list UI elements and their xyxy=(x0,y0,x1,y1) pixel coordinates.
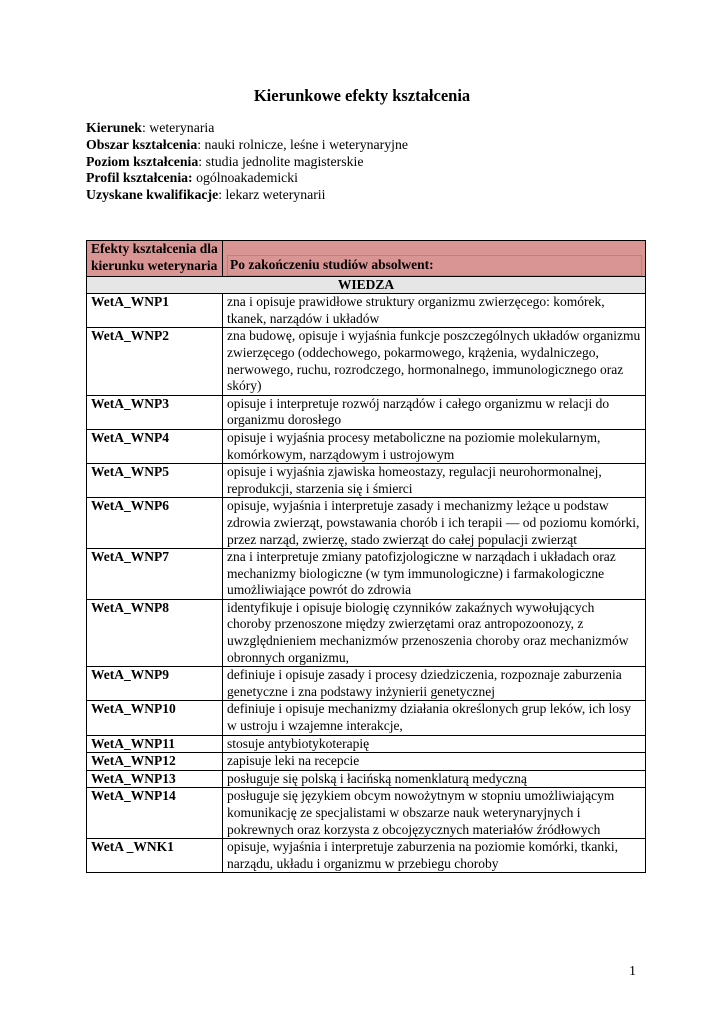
meta-value: studia jednolite magisterskie xyxy=(202,153,364,169)
outcome-code: WetA_WNP10 xyxy=(87,701,223,735)
table-row xyxy=(87,549,646,600)
table-row xyxy=(87,701,646,735)
outcome-code: WetA_WNP13 xyxy=(87,770,223,788)
table-row xyxy=(87,429,646,463)
outcome-description: opisuje i interpretuje rozwój narządów i całego organizmu w relacji do organizmu dorosłego xyxy=(223,395,646,429)
outcome-code: WetA_WNP12 xyxy=(87,753,223,771)
outcome-description: posługuje się polską i łacińską nomenklaturą medyczną xyxy=(223,770,646,788)
table-row xyxy=(87,753,646,771)
outcome-description: opisuje, wyjaśnia i interpretuje zaburzenia na poziomie komórki, tkanki, narządu, układu i organizmu w przebiegu choroby xyxy=(223,839,646,873)
outcome-description: zapisuje leki na recepcie xyxy=(223,753,646,771)
header-graduate-label: Po zakończeniu studiów absolwent: xyxy=(227,255,642,276)
outcome-description: zna budowę, opisuje i wyjaśnia funkcje poszczególnych układów organizmu zwierzęcego (oddechowego, pokarmowego, krążenia, wydalniczego, nerwowego, ruchu, rozrodczego, hormonalnego, immunologicznego oraz skóry) xyxy=(223,328,646,395)
meta-value: nauki rolnicze, leśne i weterynaryjne xyxy=(201,136,408,152)
table-row xyxy=(87,395,646,429)
outcome-description: posługuje się językiem obcym nowożytnym w stopniu umożliwiającym komunikację ze specjalistami w obszarze nauk weterynaryjnych i pokrewnych oraz korzysta z obcojęzycznych materiałów źródłowych xyxy=(223,788,646,839)
table-row xyxy=(87,788,646,839)
meta-sep: : xyxy=(198,153,203,169)
outcome-description: stosuje antybiotykoterapię xyxy=(223,735,646,753)
outcome-code: WetA_WNP9 xyxy=(87,667,223,701)
outcome-code: WetA_WNP1 xyxy=(87,294,223,328)
meta-sep: : xyxy=(197,136,202,152)
meta-poziom xyxy=(86,154,408,171)
meta-value: lekarz weterynarii xyxy=(222,187,326,203)
meta-label: Obszar kształcenia xyxy=(86,136,198,152)
outcome-description: definiuje i opisuje mechanizmy działania określonych grup leków, ich losy w ustroju i wzajemne interakcje, xyxy=(223,701,646,735)
table-row xyxy=(87,498,646,549)
section-wiedza: WIEDZA xyxy=(87,276,646,294)
header-graduate-cell xyxy=(223,241,646,277)
outcome-description: opisuje, wyjaśnia i interpretuje zasady i mechanizmy leżące u podstaw zdrowia zwierząt, powstawania chorób i ich terapii — od poziomu komórki, przez narząd, zwierzę, stado zwierząt do całej populacji zwierząt xyxy=(223,498,646,549)
meta-label: Kierunek xyxy=(86,120,142,135)
table-row xyxy=(87,839,646,873)
table-row xyxy=(87,735,646,753)
learning-outcomes-table xyxy=(86,240,646,873)
section-row xyxy=(87,276,646,294)
meta-sep: : xyxy=(218,187,223,203)
meta-value: weterynaria xyxy=(145,120,215,135)
meta-kwalifikacje xyxy=(86,187,408,204)
outcome-description: opisuje i wyjaśnia procesy metaboliczne na poziomie molekularnym, komórkowym, narządowym i ustrojowym xyxy=(223,429,646,463)
outcome-description: identyfikuje i opisuje biologię czynników zakaźnych wywołujących choroby przenoszone między zwierzętami oraz antropozoonozy, z uwzględnieniem mechanizmów przenoszenia choroby oraz mechanizmów obronnych organizmu, xyxy=(223,599,646,666)
outcome-description: zna i interpretuje zmiany patofizjologiczne w narządach i układach oraz mechanizmy biologiczne (w tym immunologiczne) i farmakologiczne umożliwiające powrót do zdrowia xyxy=(223,549,646,600)
meta-sep: : xyxy=(141,120,146,135)
outcome-code: WetA_WNP8 xyxy=(87,599,223,666)
table-row xyxy=(87,328,646,395)
meta-obszar xyxy=(86,137,408,154)
meta-label: Poziom kształcenia xyxy=(86,153,199,169)
table-row xyxy=(87,294,646,328)
page-number: 1 xyxy=(629,964,636,979)
outcome-code: WetA_WNP2 xyxy=(87,328,223,395)
outcome-code: WetA _WNK1 xyxy=(87,839,223,873)
document-title: Kierunkowe efekty kształcenia xyxy=(253,86,471,105)
table-header-row xyxy=(87,241,646,277)
program-info xyxy=(86,120,408,204)
outcome-code: WetA_WNP11 xyxy=(87,735,223,753)
outcome-code: WetA_WNP5 xyxy=(87,464,223,498)
outcome-code: WetA_WNP4 xyxy=(87,429,223,463)
table-row xyxy=(87,667,646,701)
table-row xyxy=(87,770,646,788)
table-row xyxy=(87,599,646,666)
header-outcomes-cell: Efekty kształcenia dla kierunku weterynaria xyxy=(87,241,223,277)
meta-value: ogólnoakademicki xyxy=(192,170,299,186)
meta-kierunek xyxy=(86,120,408,137)
outcome-description: definiuje i opisuje zasady i procesy dziedziczenia, rozpoznaje zaburzenia genetyczne i zna podstawy inżynierii genetycznej xyxy=(223,667,646,701)
outcome-code: WetA_WNP6 xyxy=(87,498,223,549)
outcome-code: WetA_WNP3 xyxy=(87,395,223,429)
meta-label: Uzyskane kwalifikacje xyxy=(86,187,219,203)
outcome-code: WetA_WNP14 xyxy=(87,788,223,839)
outcome-code: WetA_WNP7 xyxy=(87,549,223,600)
meta-profil xyxy=(86,170,408,187)
outcome-description: zna i opisuje prawidłowe struktury organizmu zwierzęcego: komórek, tkanek, narządów i układów xyxy=(223,294,646,328)
meta-label: Profil kształcenia: xyxy=(86,170,193,186)
outcome-description: opisuje i wyjaśnia zjawiska homeostazy, regulacji neurohormonalnej, reprodukcji, starzenia się i śmierci xyxy=(223,464,646,498)
table-row xyxy=(87,464,646,498)
